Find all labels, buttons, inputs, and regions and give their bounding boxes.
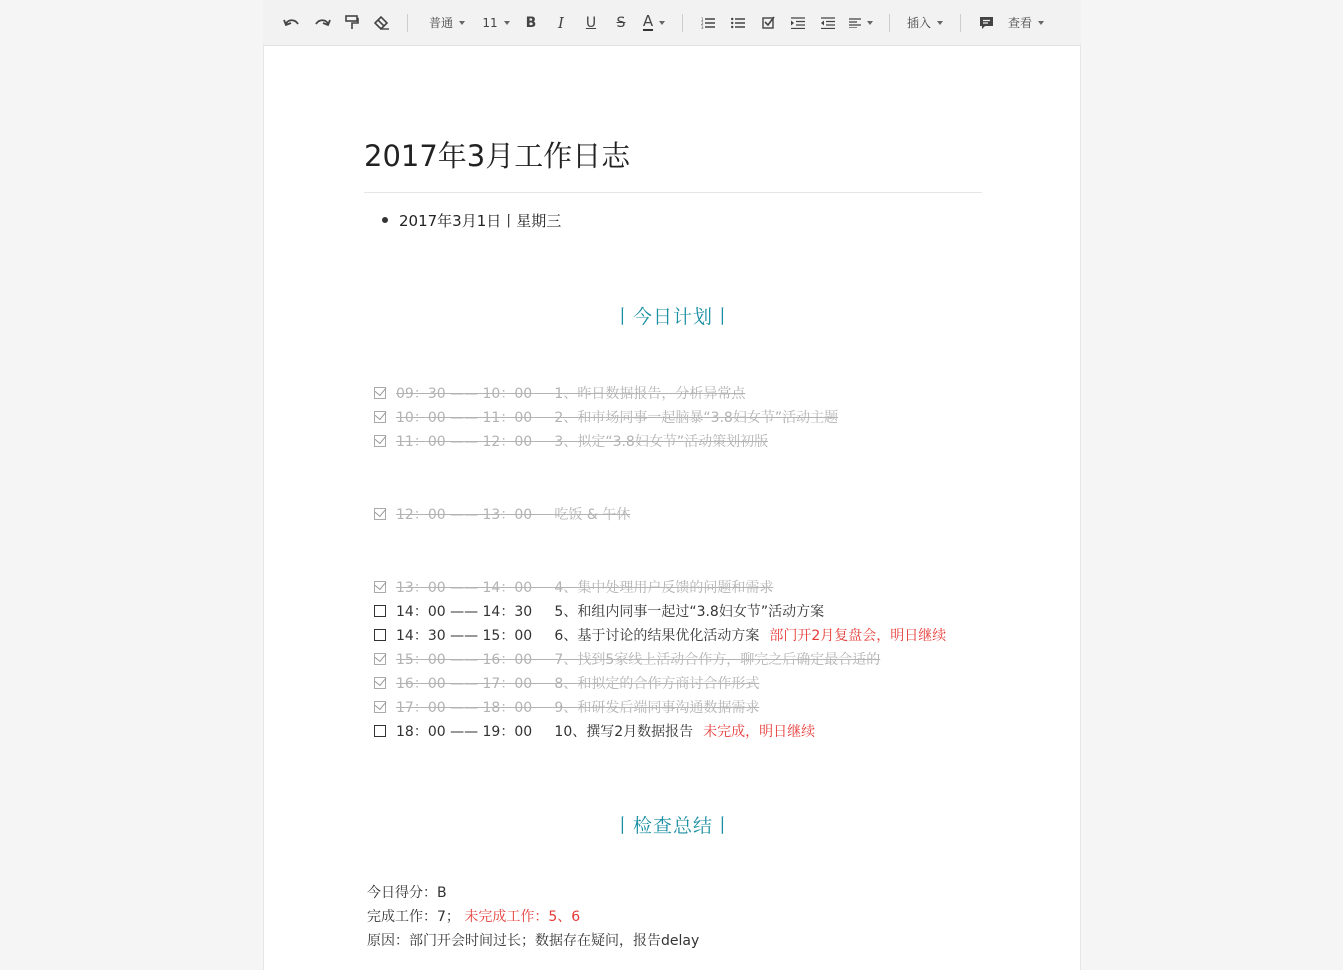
checkbox-checked-icon[interactable]: [374, 677, 386, 689]
task-item: [374, 647, 880, 671]
task-item: [374, 695, 759, 719]
bullet-list-icon[interactable]: [723, 10, 753, 36]
task-text: 12：00 —— 13：00 吃饭 & 午休: [396, 507, 631, 523]
task-note: 未完成，明日继续: [703, 724, 816, 740]
checkbox-checked-icon[interactable]: [374, 701, 386, 713]
date-text: 2017年3月1日丨星期三: [399, 212, 562, 230]
ordered-list-icon[interactable]: [693, 10, 723, 36]
summary-completed-line: [367, 906, 580, 926]
task-text: 14：00 —— 14：30 5、和组内同事一起过“3.8妇女节”活动方案: [396, 604, 825, 620]
task-item: [374, 405, 838, 429]
view-menu[interactable]: [1001, 10, 1051, 36]
chevron-down-icon: [867, 21, 873, 25]
underline-icon[interactable]: U: [585, 14, 597, 31]
task-item: [374, 381, 745, 405]
comment-icon[interactable]: [971, 10, 1001, 36]
checkbox-checked-icon[interactable]: [374, 581, 386, 593]
task-item: [374, 719, 815, 743]
editor-toolbar: [263, 0, 1081, 46]
undo-icon[interactable]: [277, 10, 307, 36]
text-color-icon[interactable]: A: [636, 10, 672, 36]
checkbox-checked-icon[interactable]: [374, 411, 386, 423]
checkbox-icon[interactable]: [374, 725, 386, 737]
checkbox-icon[interactable]: [374, 629, 386, 641]
task-text: 17：00 —— 18：00 9、和研发后端同事沟通数据需求: [396, 700, 760, 716]
task-text: 16：00 —— 17：00 8、和拟定的合作方商讨合作形式: [396, 676, 760, 692]
task-text: 13：00 —— 14：00 4、集中处理用户反馈的问题和需求: [396, 580, 774, 596]
toolbar-separator: [407, 14, 408, 32]
bullet-dot-icon: [382, 217, 388, 223]
chevron-down-icon: [459, 21, 465, 25]
chevron-down-icon: [937, 21, 943, 25]
task-item: [374, 429, 768, 453]
chevron-down-icon: [659, 21, 665, 25]
task-text: 09：30 —— 10：00 1、昨日数据报告，分析异常点: [396, 386, 746, 402]
font-size-dropdown[interactable]: [476, 10, 516, 36]
toolbar-separator: [889, 14, 890, 32]
chevron-down-icon: [504, 21, 510, 25]
redo-icon[interactable]: [307, 10, 337, 36]
task-item: [374, 502, 630, 526]
checklist-icon[interactable]: [753, 10, 783, 36]
toolbar-separator: [682, 14, 683, 32]
svg-text:3: 3: [701, 24, 704, 29]
svg-text:1: 1: [701, 16, 704, 22]
document-page[interactable]: [263, 46, 1081, 970]
italic-icon[interactable]: I: [558, 13, 564, 32]
plan-heading: 丨今日计划丨: [612, 306, 733, 328]
font-size-label: 11: [482, 15, 498, 30]
summary-heading: 丨检查总结丨: [612, 815, 733, 837]
summary-score: 今日得分：B: [367, 885, 447, 901]
outdent-icon[interactable]: [813, 10, 843, 36]
paragraph-style-dropdown[interactable]: [418, 10, 476, 36]
svg-text:2: 2: [701, 20, 704, 26]
task-text: 14：30 —— 15：00 6、基于讨论的结果优化活动方案: [396, 628, 760, 644]
checkbox-icon[interactable]: [374, 605, 386, 617]
view-menu-label: 查看: [1007, 16, 1032, 30]
strikethrough-icon[interactable]: S: [616, 14, 626, 31]
paragraph-style-label: 普通: [428, 16, 453, 30]
chevron-down-icon: [1038, 21, 1044, 25]
checkbox-checked-icon[interactable]: [374, 508, 386, 520]
align-icon[interactable]: [843, 10, 879, 36]
task-item: [374, 599, 824, 623]
task-item: [374, 623, 946, 647]
checkbox-checked-icon[interactable]: [374, 653, 386, 665]
insert-menu-label: 插入: [906, 16, 931, 30]
format-painter-icon[interactable]: [337, 10, 367, 36]
task-text: 11：00 —— 12：00 3、拟定“3.8妇女节”活动策划初版: [396, 434, 769, 450]
summary-completed: 完成工作：7；: [367, 909, 460, 925]
task-text: 15：00 —— 16：00 7、找到5家线上活动合作方，聊完之后确定最合适的: [396, 652, 881, 668]
task-text: 10：00 —— 11：00 2、和市场同事一起脑暴“3.8妇女节”活动主题: [396, 410, 839, 426]
date-bullet-item: [382, 210, 561, 231]
task-note: 部门开2月复盘会，明日继续: [769, 628, 947, 644]
toolbar-separator: [960, 14, 961, 32]
indent-icon[interactable]: [783, 10, 813, 36]
insert-menu[interactable]: [900, 10, 950, 36]
summary-reason: 原因：部门开会时间过长；数据存在疑问，报告delay: [367, 933, 700, 949]
document-title: 2017年3月工作日志: [364, 134, 982, 193]
task-item: [374, 671, 759, 695]
summary-uncompleted: 未完成工作：5、6: [464, 909, 581, 925]
eraser-icon[interactable]: [367, 10, 397, 36]
task-item: [374, 575, 773, 599]
checkbox-checked-icon[interactable]: [374, 435, 386, 447]
task-text: 18：00 —— 19：00 10、撰写2月数据报告: [396, 724, 694, 740]
checkbox-checked-icon[interactable]: [374, 387, 386, 399]
bold-icon[interactable]: B: [525, 14, 537, 31]
